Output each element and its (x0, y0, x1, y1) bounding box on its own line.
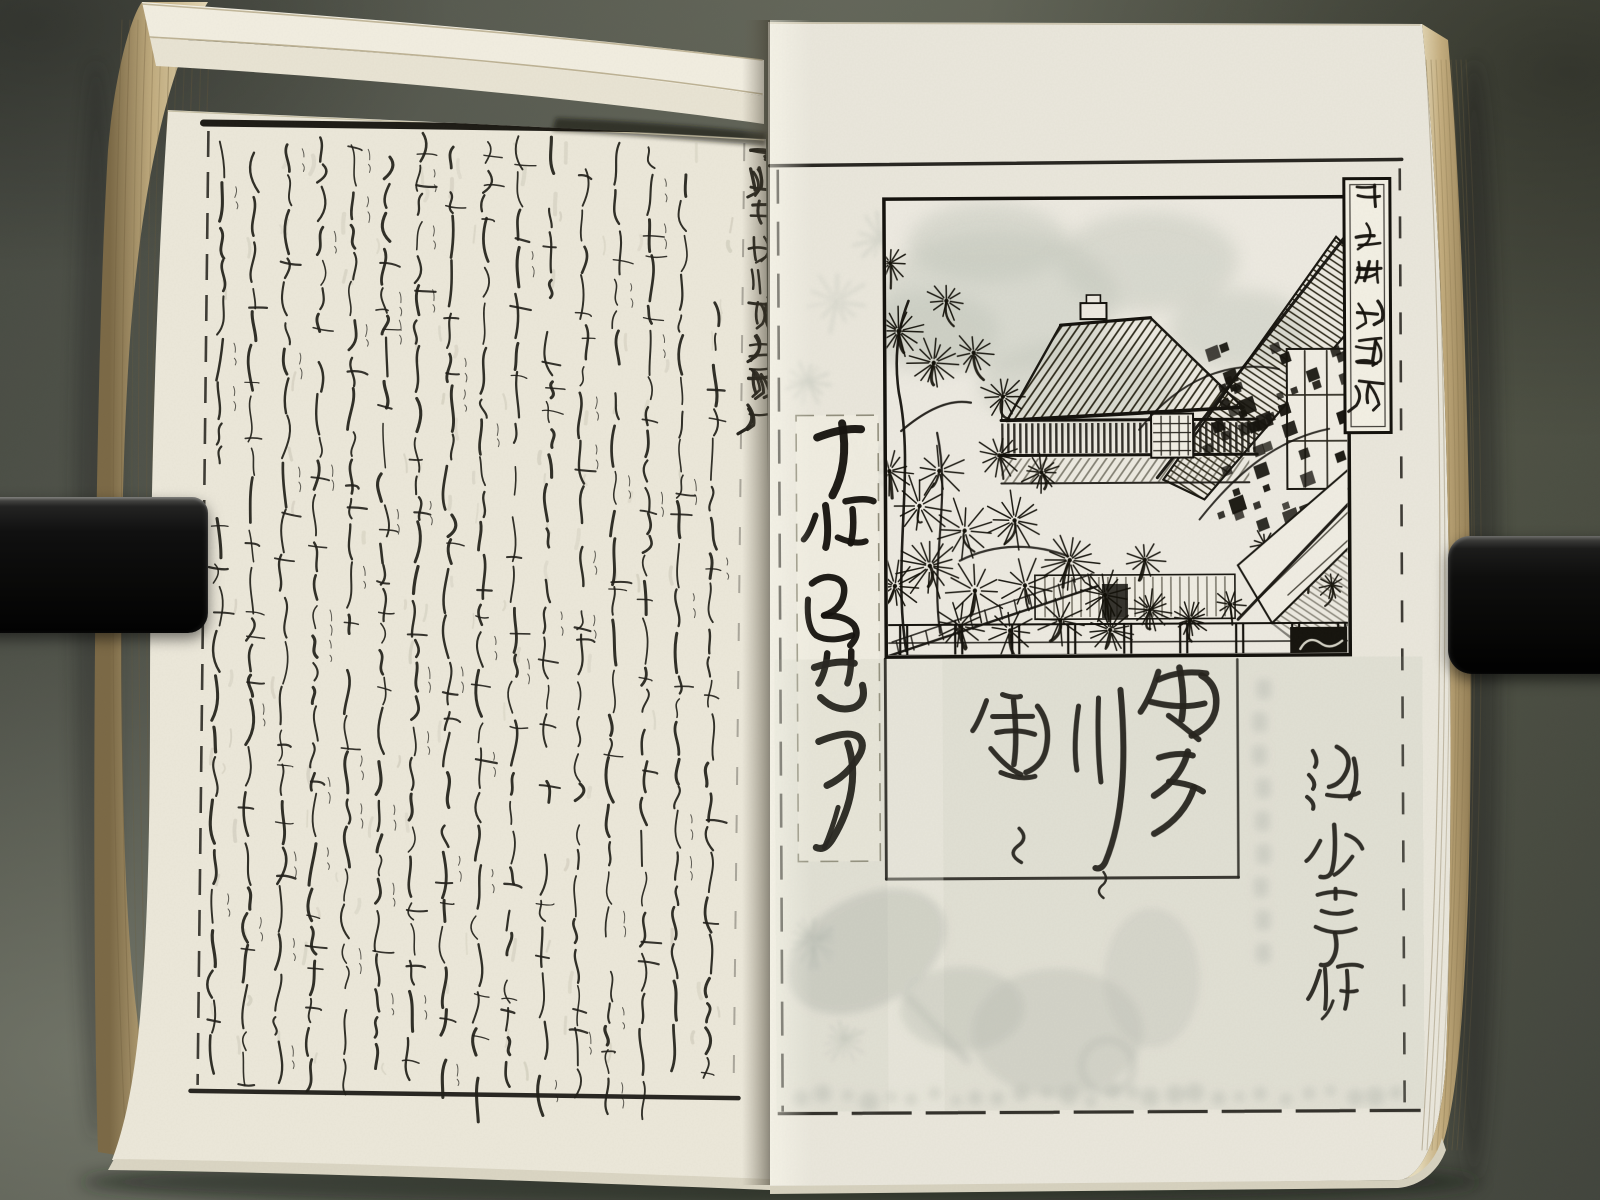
left-book-clamp (0, 497, 208, 633)
right-book-clamp (1448, 536, 1600, 674)
